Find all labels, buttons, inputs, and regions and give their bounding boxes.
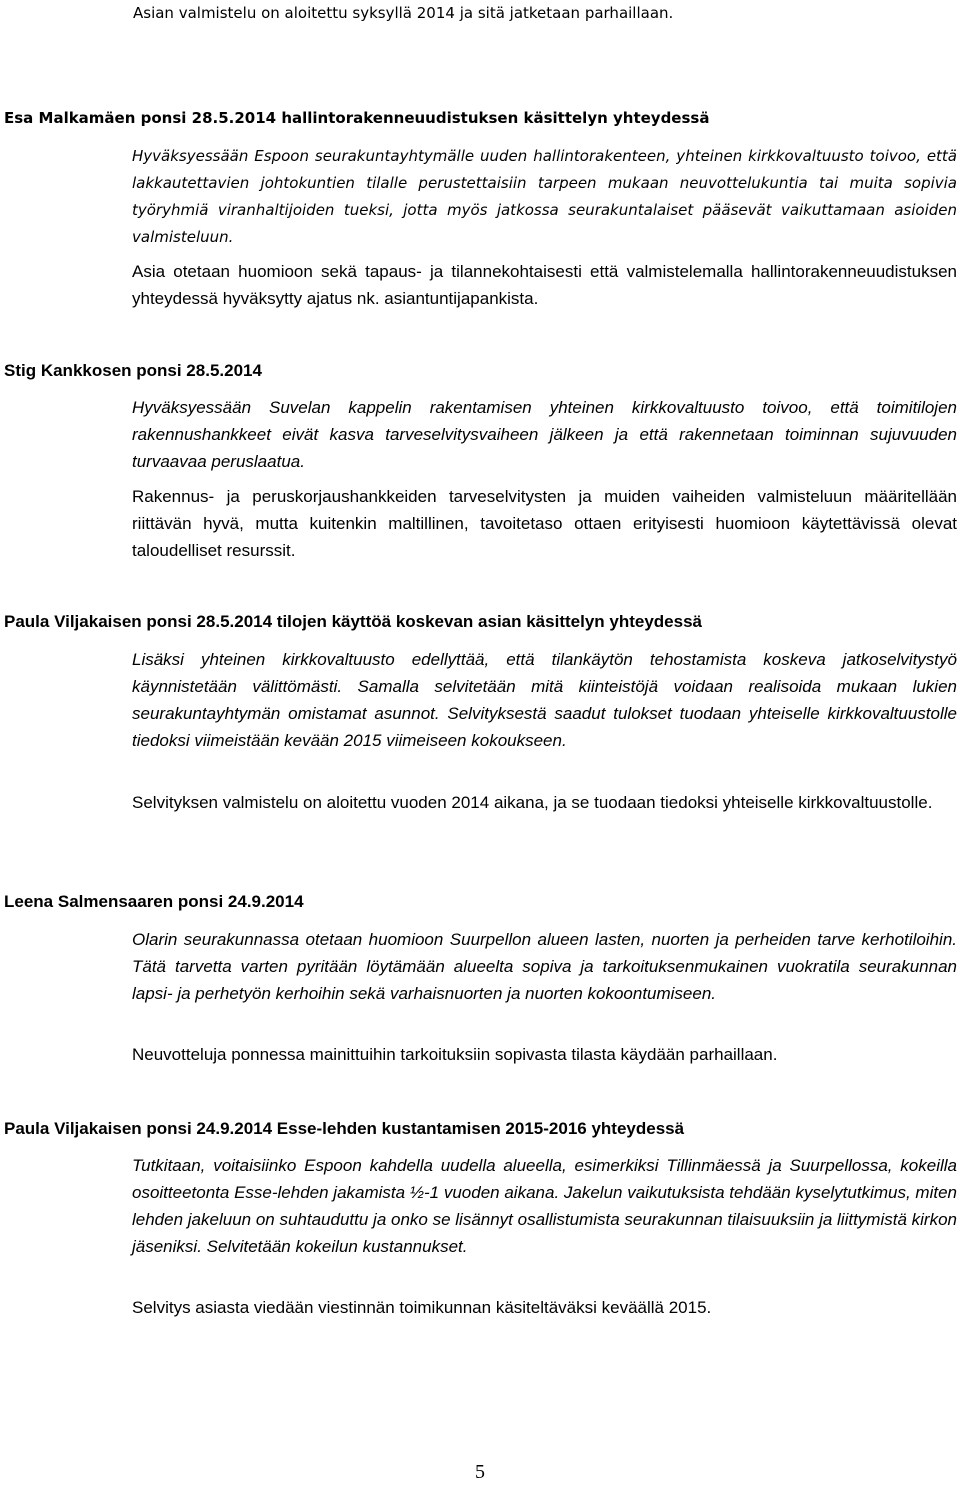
section-heading-malkamaki: Esa Malkamäen ponsi 28.5.2014 hallintorakenneuudistuksen käsittelyn yhteydessä: [4, 109, 710, 127]
section-5-paragraph-2: Selvitys asiasta viedään viestinnän toimikunnan käsiteltäväksi keväällä 2015.: [132, 1298, 712, 1317]
section-heading-viljakainen-2: Paula Viljakaisen ponsi 24.9.2014 Esse-lehden kustantamisen 2015-2016 yhteydessä: [4, 1119, 685, 1138]
section-3-paragraph-2: Selvityksen valmistelu on aloitettu vuoden 2014 aikana, ja se tuodaan tiedoksi yhteiselle kirkkovaltuustolle.: [132, 793, 933, 812]
section-4-paragraph-2: Neuvotteluja ponnessa mainittuihin tarkoituksiin sopivasta tilasta käydään parhaillaan.: [132, 1045, 778, 1064]
section-5-paragraph-1: Tutkitaan, voitaisiinko Espoon kahdella uudella alueella, esimerkiksi Tillinmäessä ja Suurpellossa, kokeilla osoitteetonta Esse-lehden jakamista ½-1 vuoden aikana. Jakelun vaikutuksista tehdään kyselytutkimus, miten lehden jakeluun on suhtauduttu ja onko se lisännyt osallistumista seurakunnan tilaisuuksiin ja liittymistä kirkon jäseniksi. Selvitetään kokeilun kustannukset.: [132, 1156, 957, 1256]
section-3-paragraph-1: Lisäksi yhteinen kirkkovaltuusto edellyttää, että tilankäytön tehostamista koskeva jatkoselvitystyö käynnistetään välittömästi. Samalla selvitetään mitä kiinteistöjä voidaan realisoida mukaan lukien seurakuntayhtymän omistamat asunnot. Selvityksestä saadut tulokset tuodaan yhteiselle kirkkovaltuustolle tiedoksi viimeistään kevään 2015 viimeiseen kokoukseen.: [132, 650, 957, 750]
section-2-paragraph-2: Rakennus- ja peruskorjaushankkeiden tarveselvitysten ja muiden vaiheiden valmisteluun määritellään riittävän hyvä, mutta kuitenkin maltillinen, tavoitetaso ottaen erityisesti huomioon käytettävissä olevat taloudelliset resurssit.: [132, 487, 957, 560]
section-heading-salmensaari: Leena Salmensaaren ponsi 24.9.2014: [4, 892, 304, 911]
section-1-paragraph-2: Asia otetaan huomioon sekä tapaus- ja tilannekohtaisesti että valmistelemalla hallintorakenneuudistuksen yhteydessä hyväksytty ajatus nk. asiantuntijapankista.: [132, 262, 957, 308]
section-1-paragraph-1: Hyväksyessään Espoon seurakuntayhtymälle uuden hallintorakenteen, yhteinen kirkkovaltuusto toivoo, että lakkautettavien johtokuntien tilalle perustettaisiin tarpeen mukaan neuvottelukuntia tai muita sopivia työryhmiä viranhaltijoiden tueksi, jotta myös jatkossa seurakuntalaiset pääsevät vaikuttamaan asioiden valmisteluun.: [132, 147, 957, 246]
section-heading-kankkonen: Stig Kankkosen ponsi 28.5.2014: [4, 361, 262, 380]
page-number: 5: [475, 1461, 485, 1483]
intro-line: Asian valmistelu on aloitettu syksyllä 2014 ja sitä jatketaan parhaillaan.: [133, 4, 674, 22]
section-2-paragraph-1: Hyväksyessään Suvelan kappelin rakentamisen yhteinen kirkkovaltuusto toivoo, että toimitilojen rakennushankkeet eivät kasva tarveselvitysvaiheen jälkeen ja että rakennetaan toiminnan sujuvuuden turvaavaa peruslaatua.: [132, 398, 957, 471]
section-4-paragraph-1: Olarin seurakunnassa otetaan huomioon Suurpellon alueen lasten, nuorten ja perheiden tarve kerhotiloihin. Tätä tarvetta varten pyritään löytämään alueelta sopiva ja tarkoituksenmukainen vuokratila seurakunnan lapsi- ja perhetyön kerhoihin sekä varhaisnuorten ja nuorten kokoontumiseen.: [132, 930, 957, 1003]
section-heading-viljakainen-1: Paula Viljakaisen ponsi 28.5.2014 tilojen käyttöä koskevan asian käsittelyn yhteydessä: [4, 612, 702, 631]
